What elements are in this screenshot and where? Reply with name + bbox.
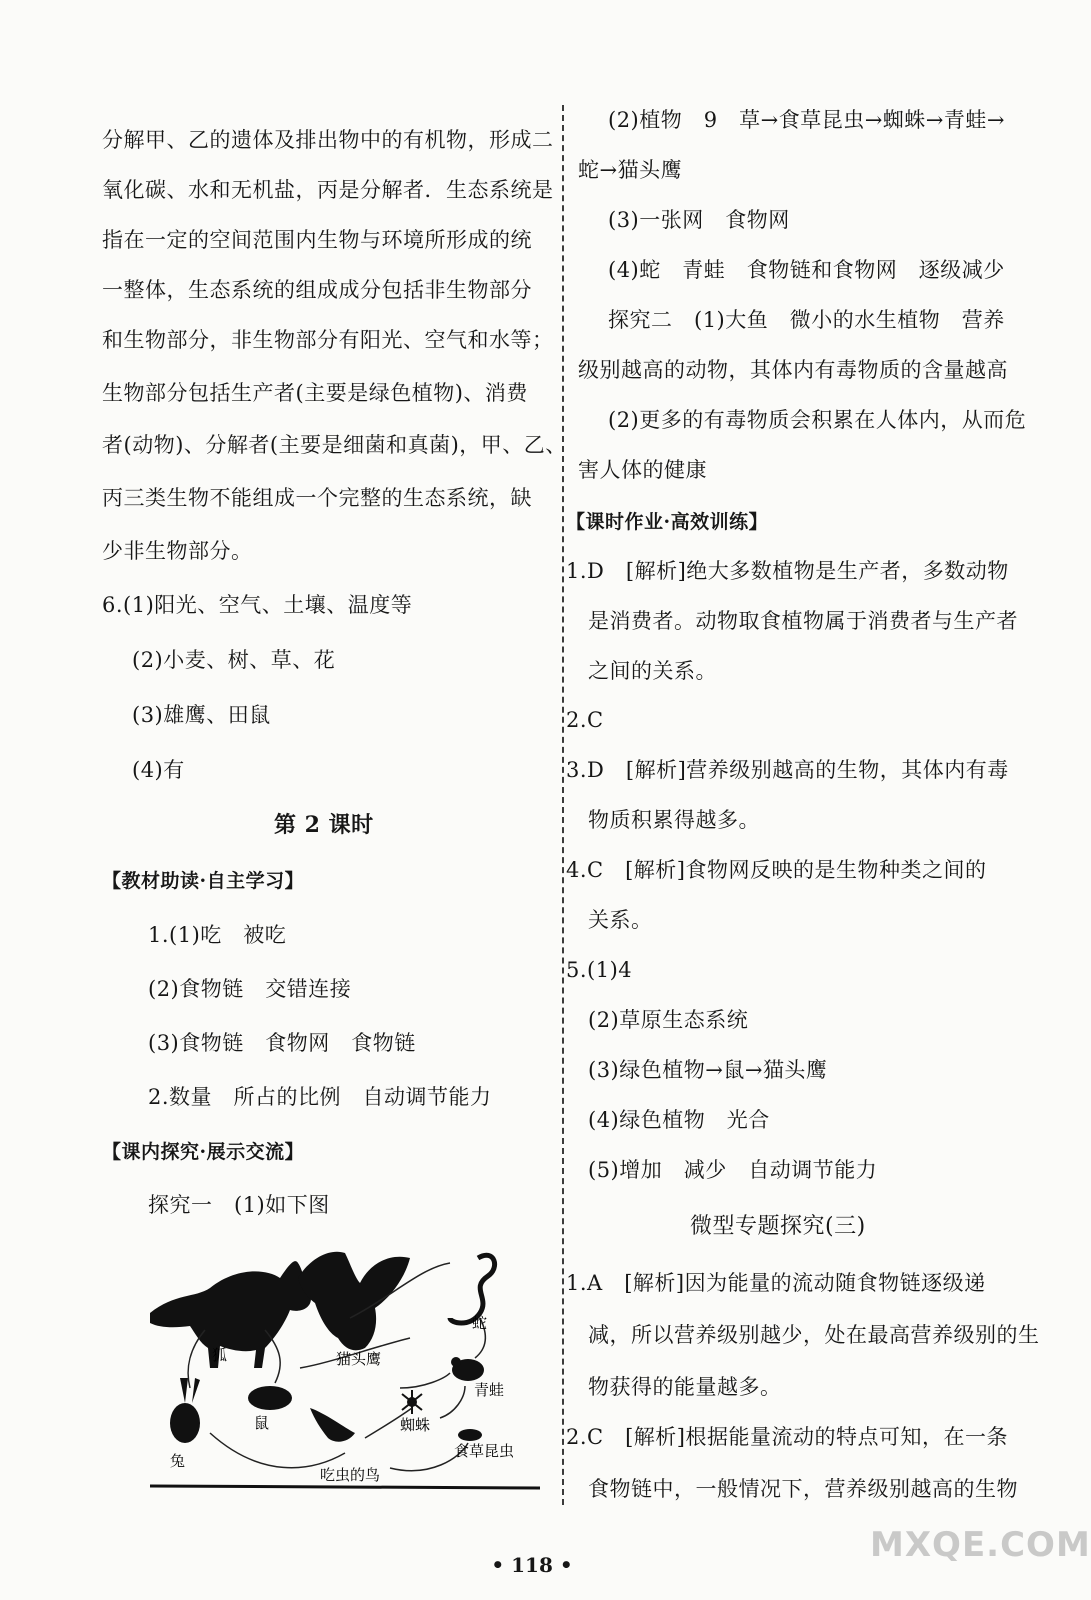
answer-line: 1.(1)吃 被吃: [148, 923, 287, 947]
text-line: 氧化碳、水和无机盐，丙是分解者．生态系统是: [102, 178, 554, 202]
spider-label: 蜘蛛: [400, 1416, 431, 1434]
answer-line: 4.C [解析]食物网反映的是生物种类之间的: [566, 858, 987, 882]
food-web-figure: [150, 1238, 540, 1496]
answer-line: 2.C [解析]根据能量流动的特点可知，在一条: [566, 1425, 1008, 1449]
page-number: • 118 •: [491, 1553, 573, 1577]
answer-line: 关系。: [588, 908, 653, 932]
insect-icon: [458, 1429, 482, 1441]
owl-label: 猫头鹰: [336, 1350, 382, 1368]
watermark-logo: MXQE.COM: [870, 1525, 1091, 1565]
answer-line: (2)草原生态系统: [588, 1008, 749, 1032]
snake-icon: [450, 1255, 495, 1323]
answer-line: (2)小麦、树、草、花: [132, 648, 336, 672]
section-heading: 【课时作业·高效训练】: [566, 511, 769, 533]
snake-label: 蛇: [472, 1314, 488, 1332]
answer-line: (3)食物链 食物网 食物链: [148, 1031, 416, 1055]
answer-line: 物质积累得越多。: [588, 808, 760, 832]
answer-line: 是消费者。动物取食植物属于消费者与生产者: [588, 609, 1018, 633]
section-heading: 【教材助读·自主学习】: [102, 870, 305, 892]
fox-label: 狐: [212, 1346, 228, 1364]
answer-line: 减，所以营养级别越少，处在最高营养级别的生: [588, 1323, 1040, 1347]
column-divider: [562, 105, 564, 1505]
answer-line: (3)雄鹰、田鼠: [132, 703, 271, 727]
answer-line: (3)绿色植物→鼠→猫头鹰: [588, 1058, 828, 1082]
answer-line: (5)增加 减少 自动调节能力: [588, 1158, 878, 1182]
fox-icon: [150, 1261, 311, 1368]
lesson-title: 第 2 课时: [274, 812, 374, 838]
rabbit-label: 兔: [170, 1452, 186, 1470]
text-line: 害人体的健康: [578, 458, 707, 482]
answer-line: 5.(1)4: [566, 958, 633, 982]
answer-line: 食物链中，一般情况下，营养级别越高的生物: [588, 1477, 1018, 1501]
text-line: (2)更多的有毒物质会积累在人体内，从而危: [608, 408, 1027, 432]
ground-line: [150, 1486, 540, 1488]
answer-line: 探究一 (1)如下图: [148, 1193, 330, 1217]
answer-line: 物获得的能量越多。: [588, 1375, 782, 1399]
text-line: 和生物部分，非生物部分有阳光、空气和水等；: [102, 328, 554, 352]
question-6: 6.(1)阳光、空气、土壤、温度等: [102, 593, 413, 617]
text-line: 少非生物部分。: [102, 539, 253, 563]
text-line: 丙三类生物不能组成一个完整的生态系统，缺: [102, 486, 532, 510]
answer-line: 2.数量 所占的比例 自动调节能力: [148, 1085, 492, 1109]
answer-line: (2)食物链 交错连接: [148, 977, 352, 1001]
frog-label: 青蛙: [474, 1381, 505, 1399]
text-line: 蛇→猫头鹰: [578, 158, 683, 182]
text-line: 一整体，生态系统的组成成分包括非生物部分: [102, 278, 532, 302]
owl-icon: [298, 1252, 410, 1351]
text-line: 生物部分包括生产者(主要是绿色植物)、消费: [102, 381, 528, 405]
topic-title: 微型专题探究(三): [690, 1214, 866, 1239]
bird-icon: [310, 1408, 355, 1442]
answer-line: 3.D [解析]营养级别越高的生物，其体内有毒: [566, 758, 1009, 782]
frog-icon: [451, 1357, 484, 1381]
spider-icon: [402, 1390, 422, 1414]
mouse-icon: [248, 1386, 292, 1410]
text-line: 分解甲、乙的遗体及排出物中的有机物，形成二: [102, 128, 554, 152]
answer-line: 1.A [解析]因为能量的流动随食物链逐级递: [566, 1271, 986, 1295]
answer-line: (4)有: [132, 758, 185, 782]
text-line: (3)一张网 食物网: [608, 208, 790, 232]
bird-label: 吃虫的鸟: [320, 1466, 381, 1484]
text-line: 级别越高的动物，其体内有毒物质的含量越高: [578, 358, 1008, 382]
text-line: 探究二 (1)大鱼 微小的水生植物 营养: [608, 308, 1005, 332]
text-line: (2)植物 9 草→食草昆虫→蜘蛛→青蛙→: [608, 108, 1005, 132]
answer-line: 2.C: [566, 708, 604, 732]
insect-label: 食草昆虫: [454, 1442, 515, 1460]
answer-line: (4)绿色植物 光合: [588, 1108, 770, 1132]
rabbit-icon: [170, 1378, 200, 1443]
section-heading: 【课内探究·展示交流】: [102, 1141, 305, 1163]
text-line: 指在一定的空间范围内生物与环境所形成的统: [102, 228, 532, 252]
answer-line: 1.D [解析]绝大多数植物是生产者，多数动物: [566, 559, 1009, 583]
food-web-illustration: [150, 1238, 540, 1496]
answer-line: 之间的关系。: [588, 659, 717, 683]
mouse-label: 鼠: [254, 1414, 270, 1432]
text-line: 者(动物)、分解者(主要是细菌和真菌)，甲、乙、: [102, 433, 567, 457]
text-line: (4)蛇 青蛙 食物链和食物网 逐级减少: [608, 258, 1005, 282]
